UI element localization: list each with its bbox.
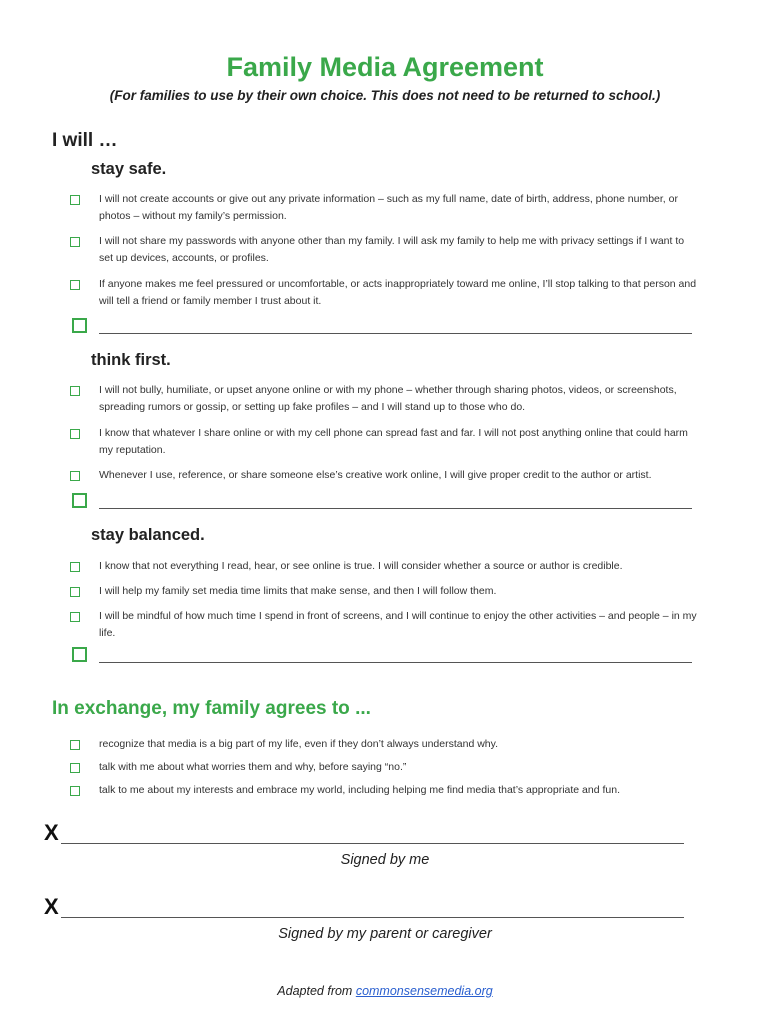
custom-pledge-row bbox=[72, 493, 692, 509]
list-item: talk to me about my interests and embrace my world, including helping me find media that’s appropriate and fun. bbox=[70, 782, 700, 799]
list-item: I will be mindful of how much time I spend in front of screens, and I will continue to enjoy the other activities – and people – in my life. bbox=[70, 608, 700, 642]
checkbox[interactable] bbox=[70, 280, 80, 290]
list-item: I will not share my passwords with anyone other than my family. I will ask my family to help me with privacy settings if I want to set up devices, accounts, or profiles. bbox=[70, 233, 700, 267]
checkbox[interactable] bbox=[72, 318, 87, 333]
footer-prefix: Adapted from bbox=[277, 984, 356, 998]
list-item: I know that whatever I share online or with my cell phone can spread fast and far. I will not post anything online that could harm my reputation. bbox=[70, 425, 700, 459]
page-title: Family Media Agreement bbox=[226, 52, 544, 82]
list-item: I will not bully, humiliate, or upset anyone online or with my phone – whether through sharing photos, videos, or screenshots, spreading rumors or gossip, or setting up fake profiles – and I will stand up to those who do. bbox=[70, 382, 700, 416]
list-item: I know that not everything I read, hear, or see online is true. I will consider whether a source or author is credible. bbox=[70, 558, 700, 575]
list-item: talk with me about what worries them and why, before saying “no.” bbox=[70, 759, 700, 776]
custom-pledge-line[interactable] bbox=[99, 496, 692, 509]
checkbox[interactable] bbox=[70, 786, 80, 796]
checkbox[interactable] bbox=[70, 386, 80, 396]
checkbox[interactable] bbox=[70, 237, 80, 247]
checkbox[interactable] bbox=[70, 612, 80, 622]
list-item: I will help my family set media time limits that make sense, and then I will follow them. bbox=[70, 583, 700, 600]
commonsense-link[interactable]: commonsensemedia.org bbox=[355, 984, 493, 998]
list-item: I will not create accounts or give out any private information – such as my full name, date of birth, address, phone number, or photos – without my family’s permission. bbox=[70, 191, 700, 225]
signature-x-mark: X bbox=[44, 894, 59, 919]
checkbox[interactable] bbox=[72, 493, 87, 508]
checkbox[interactable] bbox=[72, 647, 87, 662]
checkbox[interactable] bbox=[70, 740, 80, 750]
checkbox[interactable] bbox=[70, 471, 80, 481]
custom-pledge-line[interactable] bbox=[99, 321, 692, 334]
custom-pledge-row bbox=[72, 647, 692, 663]
parent-signature-line[interactable] bbox=[61, 899, 684, 918]
checkbox[interactable] bbox=[70, 763, 80, 773]
footer-credit bbox=[0, 984, 770, 998]
signature-x-mark: X bbox=[44, 820, 59, 845]
page-subtitle: (For families to use by their own choice. This does not need to be returned to school.) bbox=[109, 88, 661, 103]
child-signature-line[interactable] bbox=[61, 825, 684, 844]
child-signature-label: Signed by me bbox=[340, 852, 430, 868]
list-item: recognize that media is a big part of my life, even if they don’t always understand why. bbox=[70, 736, 700, 753]
parent-signature-row bbox=[44, 896, 684, 918]
child-signature-row bbox=[44, 822, 684, 844]
checkbox[interactable] bbox=[70, 195, 80, 205]
checkbox[interactable] bbox=[70, 562, 80, 572]
parent-signature-label: Signed by my parent or caregiver bbox=[278, 926, 492, 942]
list-item: Whenever I use, reference, or share someone else’s creative work online, I will give proper credit to the author or artist. bbox=[70, 467, 700, 484]
list-item: If anyone makes me feel pressured or uncomfortable, or acts inappropriately toward me online, I’ll stop talking to that person and will tell a friend or family member I trust about it. bbox=[70, 276, 700, 310]
checkbox[interactable] bbox=[70, 429, 80, 439]
custom-pledge-line[interactable] bbox=[99, 650, 692, 663]
checkbox[interactable] bbox=[70, 587, 80, 597]
section-title-stay-safe: stay safe. bbox=[91, 160, 167, 178]
section-title-stay-balanced: stay balanced. bbox=[91, 526, 205, 544]
section-title-think-first: think first. bbox=[91, 351, 171, 369]
custom-pledge-row bbox=[72, 318, 692, 334]
i-will-heading: I will … bbox=[52, 130, 118, 151]
exchange-heading: In exchange, my family agrees to ... bbox=[52, 698, 371, 719]
